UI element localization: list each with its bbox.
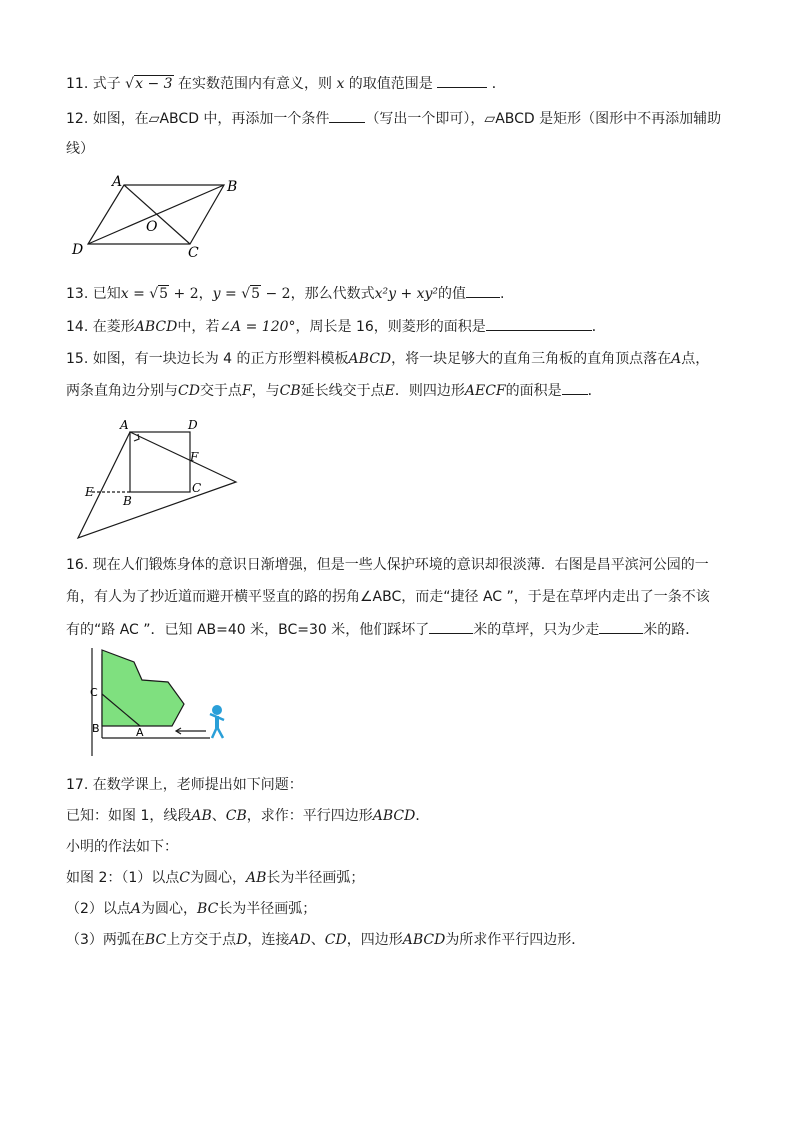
answer-blank <box>429 619 473 634</box>
label-b: B <box>227 179 238 195</box>
question-17-line-6: （3）两弧在BC上方交于点D，连接AD、CD，四边形ABCD为所求作平行四边形． <box>66 932 586 948</box>
question-number: 14. <box>66 319 89 335</box>
label-a: A <box>112 174 123 190</box>
question-12-line-1: 12. 如图，在▱ABCD 中，再添加一个条件 （写出一个即可），▱ABCD 是矩形（图形中不再添加辅助 <box>66 108 721 129</box>
label-e: E <box>85 485 94 499</box>
answer-blank <box>329 108 365 123</box>
sqrt-expression: √5 <box>149 286 169 302</box>
label-a: A <box>136 726 144 739</box>
question-number: 13. <box>66 286 89 302</box>
question-16-line-2: 角，有人为了抄近道而避开横平竖直的路的拐角∠ABC，而走“捷径 AC ”，于是在草坪内走出了一条不该 <box>66 589 710 605</box>
right-triangle <box>78 432 236 538</box>
park-lawn-figure <box>86 648 232 760</box>
question-number: 11. <box>66 76 89 92</box>
lawn-area <box>102 650 184 726</box>
parallelogram-figure <box>70 172 250 262</box>
label-d: D <box>72 242 84 258</box>
label-b: B <box>123 494 132 508</box>
diagonal-bd <box>88 185 224 244</box>
person-icon <box>210 705 224 738</box>
question-17-line-2: 已知：如图 1，线段AB、CB，求作：平行四边形ABCD． <box>66 808 430 824</box>
sqrt-expression: √x − 3 <box>125 76 173 92</box>
question-17-line-5: （2）以点A为圆心，BC长为半径画弧； <box>66 901 317 917</box>
square-triangle-figure <box>76 416 246 546</box>
label-a: A <box>120 418 129 432</box>
question-17-line-1: 17. 在数学课上，老师提出如下问题： <box>66 777 303 793</box>
question-number: 16. <box>66 557 89 573</box>
answer-blank <box>466 283 500 298</box>
question-number: 12. <box>66 111 89 127</box>
question-16-line-3: 有的“路 AC ”．已知 AB=40 米，BC=30 米，他们踩坏了 米的草坪，只为少走 米的路． <box>66 619 699 640</box>
question-17-line-3: 小明的作法如下： <box>66 839 178 855</box>
answer-blank <box>562 380 588 395</box>
question-12-line-2: 线） <box>66 141 94 157</box>
label-d: D <box>188 418 198 432</box>
question-15-line-2: 两条直角边分别与CD交于点F，与CB延长线交于点E．则四边形AECF的面积是 ． <box>66 380 602 401</box>
question-17-line-4: 如图 2：（1）以点C为圆心，AB长为半径画弧； <box>66 870 365 886</box>
answer-blank <box>437 73 487 88</box>
label-c: C <box>188 245 199 261</box>
question-number: 15. <box>66 351 89 367</box>
label-f: F <box>190 450 199 464</box>
label-b: B <box>92 722 100 735</box>
question-15-line-1: 15. 如图，有一块边长为 4 的正方形塑料模板ABCD，将一块足够大的直角三角板的直角顶点落在A点， <box>66 351 710 367</box>
answer-blank <box>599 619 643 634</box>
sqrt-expression: √5 <box>241 286 261 302</box>
question-16-line-1: 16. 现在人们锻炼身体的意识日渐增强，但是一些人保护环境的意识却很淡薄．右图是昌平滨河公园的一 <box>66 557 709 573</box>
label-c: C <box>192 481 202 495</box>
question-text: 式子 <box>92 76 121 92</box>
question-14: 14. 在菱形ABCD中，若∠A = 120°，周长是 16，则菱形的面积是 ． <box>66 316 606 337</box>
label-c: C <box>90 686 98 699</box>
square-abcd <box>130 432 190 492</box>
answer-blank <box>486 316 592 331</box>
question-11: 11. 式子 √x − 3 在实数范围内有意义，则 x 的取值范围是 ． <box>66 73 506 94</box>
label-o: O <box>146 219 158 235</box>
question-number: 17. <box>66 777 89 793</box>
question-13: 13. 已知x = √5 + 2，y = √5 − 2，那么代数式x²y + xy²的值 . <box>66 283 505 304</box>
